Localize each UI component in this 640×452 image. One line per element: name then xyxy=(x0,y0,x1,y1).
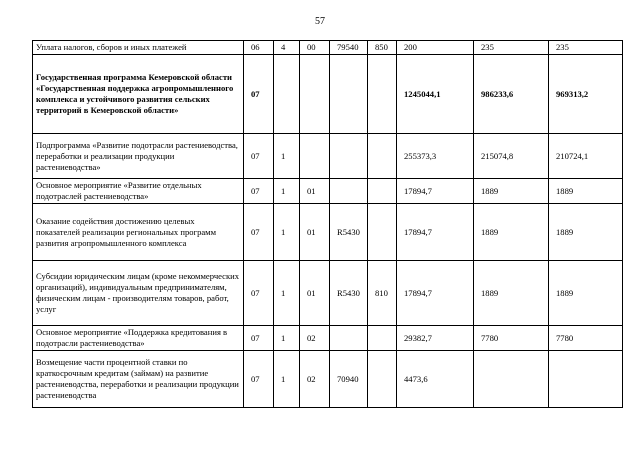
page-number: 57 xyxy=(315,16,325,27)
row-target-program: 00 xyxy=(300,41,330,55)
row-section: 07 xyxy=(244,179,274,204)
row-section: 07 xyxy=(244,55,274,134)
row-subsection: 1 xyxy=(274,179,300,204)
row-target-code xyxy=(330,326,368,351)
row-value-2: 1889 xyxy=(474,204,549,261)
row-value-3 xyxy=(549,351,623,408)
row-target-code xyxy=(330,179,368,204)
row-value-1: 17894,7 xyxy=(397,204,474,261)
row-value-3: 235 xyxy=(549,41,623,55)
row-subsection: 1 xyxy=(274,351,300,408)
row-section: 07 xyxy=(244,134,274,179)
row-expense-type xyxy=(368,351,397,408)
table-row xyxy=(33,134,623,179)
row-value-2 xyxy=(474,351,549,408)
table-row xyxy=(33,41,623,55)
row-target-program xyxy=(300,55,330,134)
row-section: 07 xyxy=(244,261,274,326)
row-subsection: 1 xyxy=(274,134,300,179)
row-value-2: 7780 xyxy=(474,326,549,351)
table-row xyxy=(33,204,623,261)
row-target-code: 79540 xyxy=(330,41,368,55)
row-expense-type xyxy=(368,134,397,179)
row-value-2: 215074,8 xyxy=(474,134,549,179)
row-expense-type: 850 xyxy=(368,41,397,55)
row-name: Возмещение части процентной ставки по краткосрочным кредитам (займам) на развитие растениеводства, переработки и реализации продукции растениеводства xyxy=(33,351,244,408)
row-subsection xyxy=(274,55,300,134)
row-value-3: 969313,2 xyxy=(549,55,623,134)
row-subsection: 1 xyxy=(274,261,300,326)
row-target-program: 01 xyxy=(300,179,330,204)
row-value-3: 210724,1 xyxy=(549,134,623,179)
row-expense-type xyxy=(368,55,397,134)
row-value-1: 200 xyxy=(397,41,474,55)
row-subsection: 1 xyxy=(274,204,300,261)
row-section: 07 xyxy=(244,326,274,351)
row-target-program: 02 xyxy=(300,326,330,351)
row-name: Основное мероприятие «Поддержка кредитования в подотрасли растениеводства» xyxy=(33,326,244,351)
row-expense-type: 810 xyxy=(368,261,397,326)
row-target-program: 02 xyxy=(300,351,330,408)
row-expense-type xyxy=(368,326,397,351)
row-value-1: 1245044,1 xyxy=(397,55,474,134)
row-target-program: 01 xyxy=(300,204,330,261)
row-expense-type xyxy=(368,179,397,204)
row-expense-type xyxy=(368,204,397,261)
row-value-2: 235 xyxy=(474,41,549,55)
row-section: 06 xyxy=(244,41,274,55)
row-name: Субсидии юридическим лицам (кроме некоммерческих организаций), индивидуальным предпринимателям, физическим лицам - производителям товаров, работ, услуг xyxy=(33,261,244,326)
row-section: 07 xyxy=(244,204,274,261)
row-value-3: 7780 xyxy=(549,326,623,351)
row-value-1: 17894,7 xyxy=(397,261,474,326)
row-value-1: 4473,6 xyxy=(397,351,474,408)
table-row xyxy=(33,55,623,134)
row-name: Основное мероприятие «Развитие отдельных подотраслей растениеводства» xyxy=(33,179,244,204)
row-section: 07 xyxy=(244,351,274,408)
row-target-code: R5430 xyxy=(330,204,368,261)
row-target-code xyxy=(330,134,368,179)
row-subsection: 4 xyxy=(274,41,300,55)
row-target-code xyxy=(330,55,368,134)
table-row xyxy=(33,326,623,351)
row-value-3: 1889 xyxy=(549,204,623,261)
budget-table xyxy=(32,40,623,408)
row-value-2: 1889 xyxy=(474,179,549,204)
table-row xyxy=(33,179,623,204)
row-target-program: 01 xyxy=(300,261,330,326)
row-subsection: 1 xyxy=(274,326,300,351)
row-value-1: 17894,7 xyxy=(397,179,474,204)
row-target-program xyxy=(300,134,330,179)
row-target-code: R5430 xyxy=(330,261,368,326)
row-value-2: 1889 xyxy=(474,261,549,326)
row-value-3: 1889 xyxy=(549,261,623,326)
row-value-1: 29382,7 xyxy=(397,326,474,351)
row-value-2: 986233,6 xyxy=(474,55,549,134)
table-row xyxy=(33,261,623,326)
table-row xyxy=(33,351,623,408)
row-target-code: 70940 xyxy=(330,351,368,408)
row-name: Уплата налогов, сборов и иных платежей xyxy=(33,41,244,55)
row-value-3: 1889 xyxy=(549,179,623,204)
row-name: Оказание содействия достижению целевых показателей реализации региональных программ развития агропромышленного комплекса xyxy=(33,204,244,261)
row-name: Государственная программа Кемеровской области «Государственная поддержка агропромышленного комплекса и устойчивого развития сельских территорий в Кемеровской области» xyxy=(33,55,244,134)
row-name: Подпрограмма «Развитие подотрасли растениеводства, переработки и реализации продукции растениеводства» xyxy=(33,134,244,179)
row-value-1: 255373,3 xyxy=(397,134,474,179)
